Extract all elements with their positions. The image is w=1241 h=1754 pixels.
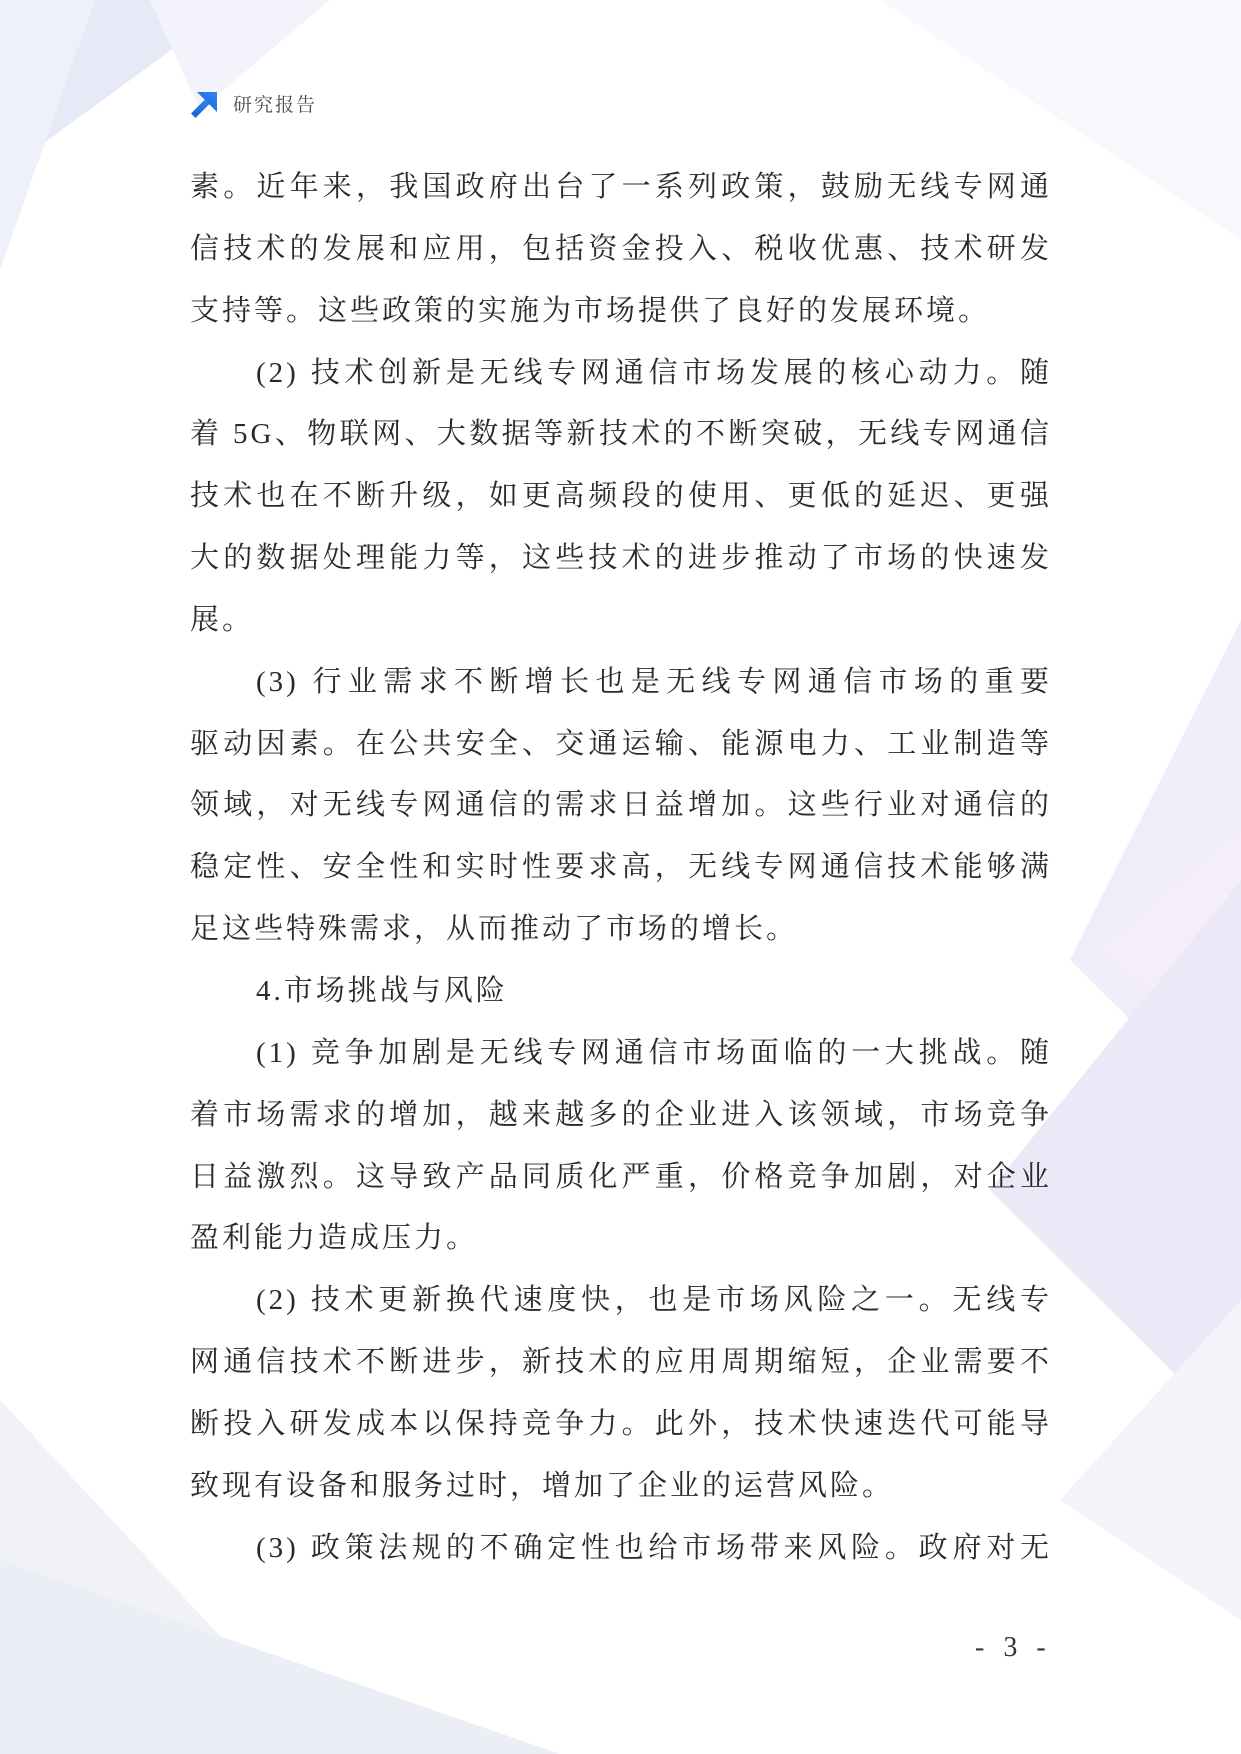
text-line: 盈利能力造成压力。 bbox=[190, 1222, 479, 1255]
page-number: - 3 - bbox=[975, 1632, 1052, 1663]
text-line: (2) 技术创新是无线专网通信市场发展的核心动力。随 bbox=[256, 356, 1052, 389]
text-line: (2) 技术更新换代速度快，也是市场风险之一。无线专 bbox=[256, 1284, 1052, 1317]
text-line: 稳定性、安全性和实时性要求高，无线专网通信技术能够满 bbox=[190, 851, 1052, 884]
text-line: 着 5G、物联网、大数据等新技术的不断突破，无线专网通信 bbox=[190, 418, 1052, 451]
text-line: 着市场需求的增加，越来越多的企业进入该领域，市场竞争 bbox=[190, 1098, 1052, 1131]
report-label: 研究报告 bbox=[233, 94, 318, 116]
text-line: 展。 bbox=[190, 603, 255, 636]
paragraph bbox=[190, 157, 1052, 343]
text-line: 信技术的发展和应用，包括资金投入、税收优惠、技术研发 bbox=[190, 232, 1052, 265]
text-line: 网通信技术不断进步，新技术的应用周期缩短，企业需要不 bbox=[190, 1346, 1052, 1379]
arrow-up-right-icon bbox=[188, 89, 220, 121]
paragraph bbox=[190, 1023, 1052, 1270]
paragraph bbox=[190, 1518, 1052, 1580]
body-text bbox=[190, 157, 1052, 1579]
text-line: 断投入研发成本以保持竞争力。此外，技术快速迭代可能导 bbox=[190, 1407, 1052, 1440]
page-header bbox=[188, 88, 317, 122]
text-line: (3) 行业需求不断增长也是无线专网通信市场的重要 bbox=[256, 665, 1052, 698]
paragraph bbox=[190, 343, 1052, 652]
paragraph bbox=[190, 1270, 1052, 1517]
text-line: (1) 竞争加剧是无线专网通信市场面临的一大挑战。随 bbox=[256, 1036, 1052, 1069]
text-line: 大的数据处理能力等，这些技术的进步推动了市场的快速发 bbox=[190, 542, 1052, 575]
section-heading: 4.市场挑战与风险 bbox=[256, 974, 508, 1007]
text-line: 足这些特殊需求，从而推动了市场的增长。 bbox=[190, 913, 799, 946]
text-line: 日益激烈。这导致产品同质化严重，价格竞争加剧，对企业 bbox=[190, 1160, 1052, 1193]
paragraph bbox=[190, 652, 1052, 961]
text-line: 素。近年来，我国政府出台了一系列政策，鼓励无线专网通 bbox=[190, 171, 1052, 203]
text-line: 驱动因素。在公共安全、交通运输、能源电力、工业制造等 bbox=[190, 727, 1052, 760]
text-line: 致现有设备和服务过时，增加了企业的运营风险。 bbox=[190, 1469, 895, 1502]
text-line: 领域，对无线专网通信的需求日益增加。这些行业对通信的 bbox=[190, 789, 1052, 822]
text-line: 支持等。这些政策的实施为市场提供了良好的发展环境。 bbox=[190, 294, 991, 327]
text-line: (3) 政策法规的不确定性也给市场带来风险。政府对无 bbox=[256, 1531, 1052, 1564]
text-line: 技术也在不断升级，如更高频段的使用、更低的延迟、更强 bbox=[190, 480, 1052, 513]
